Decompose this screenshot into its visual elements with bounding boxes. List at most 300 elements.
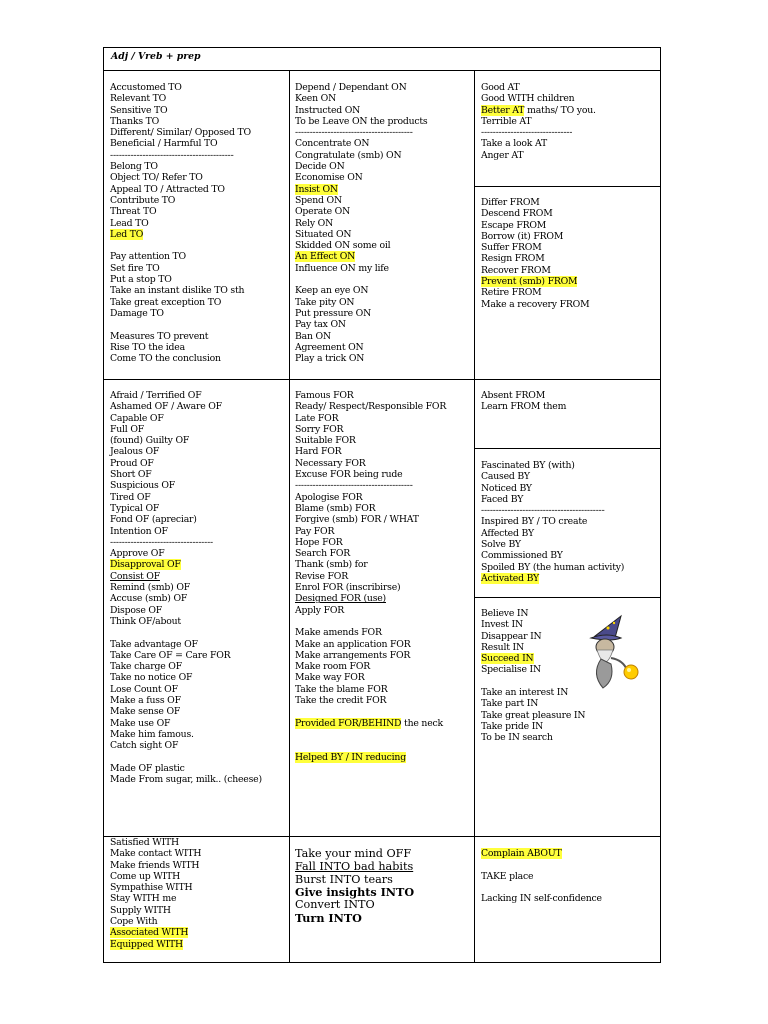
- list-item: [295, 424, 446, 435]
- entry-text: Fall INTO bad habits: [295, 859, 414, 873]
- entry-text: Contribute TO: [110, 194, 176, 206]
- entry-text: Operate ON: [295, 206, 351, 218]
- list-item: [110, 469, 262, 480]
- list-item: [295, 514, 446, 525]
- entry-text: Search FOR: [295, 548, 351, 560]
- list-item: [481, 150, 596, 161]
- entry-text: Proud OF: [110, 457, 154, 469]
- entry-text: Afraid / Terrified OF: [110, 390, 202, 401]
- entry-text: Better AT: [481, 104, 525, 116]
- entry-text: Ready/ Respect/Responsible FOR: [295, 401, 447, 413]
- list-item: [481, 127, 596, 138]
- entry-text: Anger AT: [481, 149, 524, 161]
- entry-text: Led TO: [110, 228, 144, 240]
- entry-text: Sorry FOR: [295, 423, 344, 435]
- list-item: [481, 721, 585, 732]
- list-item: [295, 593, 446, 604]
- entry-text: To be IN search: [481, 732, 553, 744]
- entry-text: ----------------------------------------: [295, 480, 413, 492]
- list-item: [295, 752, 446, 763]
- list-item: [481, 676, 585, 687]
- list-item: [295, 195, 428, 206]
- entry-text: Resign FROM: [481, 253, 545, 265]
- cell-about: [481, 848, 602, 904]
- list-item: [481, 664, 585, 675]
- entry-text: Capable OF: [110, 412, 164, 424]
- entry-text: Made OF plastic: [110, 762, 185, 774]
- list-item: [481, 698, 585, 709]
- list-item: [295, 729, 446, 740]
- entry-text: Concentrate ON: [295, 138, 370, 150]
- entry-text: Affected BY: [481, 527, 534, 539]
- entry-text: Make a fuss OF: [110, 695, 181, 707]
- list-item: [110, 650, 262, 661]
- entry-text: Thank (smb) for: [295, 559, 368, 571]
- list-item: [110, 893, 201, 904]
- entry-text: Full OF: [110, 423, 145, 435]
- entry-text: Associated WITH: [110, 927, 189, 939]
- list-item: [295, 684, 446, 695]
- list-item: [295, 446, 446, 457]
- entry-text: Make contact WITH: [110, 848, 202, 860]
- list-item: [295, 537, 446, 548]
- entry-text: Threat TO: [110, 206, 157, 218]
- entry-text: Stay WITH me: [110, 893, 177, 905]
- entry-text: Ashamed OF / Aware OF: [110, 401, 222, 413]
- list-item: [110, 229, 251, 240]
- col-divider-1: [289, 70, 290, 963]
- list-item: [110, 161, 251, 172]
- list-item: [481, 460, 624, 471]
- entry-text: Learn FROM them: [481, 401, 567, 413]
- entry-text: Instructed ON: [295, 104, 361, 116]
- list-item: [295, 218, 428, 229]
- list-item: [110, 774, 262, 785]
- list-item: [481, 562, 624, 573]
- list-item: [481, 516, 624, 527]
- entry-text: Make a recovery FROM: [481, 298, 590, 310]
- col-divider-2: [474, 70, 475, 963]
- list-item: [295, 413, 446, 424]
- list-item: [295, 401, 446, 412]
- list-item: [110, 684, 262, 695]
- entry-text: Take no notice OF: [110, 672, 193, 684]
- entry-text: Late FOR: [295, 412, 339, 424]
- list-item: [110, 905, 201, 916]
- list-item: [110, 871, 201, 882]
- entry-text: Belong TO: [110, 161, 158, 173]
- list-item: [110, 319, 251, 330]
- entry-text: Take Care OF = Care FOR: [110, 649, 231, 661]
- list-item: [481, 105, 596, 116]
- list-item: [110, 116, 251, 127]
- entry-text: Lead TO: [110, 217, 149, 229]
- entry-text: Skidded ON some oil: [295, 240, 391, 252]
- entry-text: -------------------------------: [481, 127, 573, 139]
- entry-text: Made From sugar, milk.. (cheese): [110, 774, 262, 786]
- list-item: [481, 208, 589, 219]
- entry-text: Accustomed TO: [110, 82, 182, 93]
- entry-text: Activated BY: [481, 572, 539, 584]
- list-item: [481, 390, 566, 401]
- list-item: [110, 718, 262, 729]
- entry-text: Insist ON: [295, 183, 338, 195]
- list-item: [110, 639, 262, 650]
- row-divider-header: [103, 70, 661, 71]
- entry-text: Give insights INTO: [295, 885, 415, 900]
- cell-from: [481, 197, 589, 310]
- list-item: [481, 494, 624, 505]
- list-item: [110, 353, 251, 364]
- entry-text: Differ FROM: [481, 197, 540, 208]
- entry-text: Apologise FOR: [295, 491, 363, 503]
- cell-into: [295, 848, 414, 925]
- entry-text: Put pressure ON: [295, 307, 372, 319]
- list-item: [481, 253, 589, 264]
- list-item: [110, 939, 201, 950]
- entry-text: Blame (smb) FOR: [295, 502, 376, 514]
- list-item: [110, 342, 251, 353]
- list-item: [481, 138, 596, 149]
- entry-text: Spend ON: [295, 194, 342, 206]
- entry-text: Descend FROM: [481, 208, 553, 220]
- entry-text: An Effect ON: [295, 251, 356, 263]
- entry-text: Complain ABOUT: [481, 848, 562, 859]
- cell-from-2: [481, 390, 566, 413]
- entry-text: Jealous OF: [110, 446, 160, 458]
- list-item: [295, 616, 446, 627]
- entry-text: Retire FROM: [481, 287, 542, 299]
- list-item: [481, 287, 589, 298]
- entry-text: Prevent (smb) FROM: [481, 276, 578, 288]
- entry-text: Think OF/about: [110, 615, 181, 627]
- entry-text: Result IN: [481, 641, 524, 653]
- list-item: [110, 740, 262, 751]
- cell-to: [110, 82, 251, 364]
- entry-text: ------------------------------------------: [110, 149, 234, 161]
- entry-text: Revise FOR: [295, 570, 349, 582]
- list-item: [295, 526, 446, 537]
- entry-text: Apply FOR: [295, 604, 345, 616]
- list-item: [481, 231, 589, 242]
- entry-text: Decide ON: [295, 161, 345, 173]
- entry-text: Excuse FOR being rude: [295, 469, 403, 481]
- list-item: [110, 413, 262, 424]
- list-item: [110, 627, 262, 638]
- entry-text: Terrible AT: [481, 115, 532, 127]
- table-header: Adj / Vreb + prep: [111, 51, 201, 62]
- entry-text: (found) Guilty OF: [110, 435, 190, 447]
- list-item: [295, 308, 428, 319]
- list-item: [481, 483, 624, 494]
- list-item: [110, 514, 262, 525]
- list-item: [295, 605, 446, 616]
- entry-text: Agreement ON: [295, 341, 364, 353]
- entry-text: Satisfied WITH: [110, 837, 179, 848]
- entry-text: Pay attention TO: [110, 251, 186, 263]
- list-item: [110, 605, 262, 616]
- entry-text: Helped BY / IN reducing: [295, 751, 406, 763]
- entry-text: Fond OF (apreciar): [110, 514, 197, 526]
- entry-text: Tired OF: [110, 491, 151, 503]
- list-item: [295, 297, 428, 308]
- list-item: [481, 882, 602, 893]
- list-item: [110, 537, 262, 548]
- list-item: [110, 251, 251, 262]
- list-item: [295, 331, 428, 342]
- list-item: [110, 695, 262, 706]
- entry-text: Disapproval OF: [110, 559, 181, 571]
- entry-text: Take the blame FOR: [295, 683, 388, 695]
- list-item: [295, 582, 446, 593]
- entry-text: Make an application FOR: [295, 638, 411, 650]
- list-item: [295, 548, 446, 559]
- list-item: [110, 263, 251, 274]
- entry-text: Believe IN: [481, 608, 529, 619]
- entry-text: Beneficial / Harmful TO: [110, 138, 218, 150]
- entry-text: Make sense OF: [110, 706, 181, 718]
- list-item: [481, 859, 602, 870]
- entry-text: Absent FROM: [481, 390, 546, 401]
- row-divider-c6a: [474, 448, 661, 449]
- list-item: [295, 150, 428, 161]
- list-item: [295, 390, 446, 401]
- entry-text: Influence ON my life: [295, 262, 389, 274]
- entry-text: Lose Count OF: [110, 683, 178, 695]
- list-item: [110, 526, 262, 537]
- entry-text: Come up WITH: [110, 870, 181, 882]
- list-item: [110, 848, 201, 859]
- list-item: [295, 116, 428, 127]
- list-item: [110, 82, 251, 93]
- entry-text: Faced BY: [481, 493, 524, 505]
- list-item: [295, 661, 446, 672]
- list-item: [481, 550, 624, 561]
- entry-text: Take the credit FOR: [295, 695, 387, 707]
- list-item: [110, 195, 251, 206]
- entry-text: Hope FOR: [295, 536, 343, 548]
- list-item: [295, 571, 446, 582]
- list-item: [110, 390, 262, 401]
- list-item: [481, 265, 589, 276]
- list-item: [110, 503, 262, 514]
- entry-text: Invest IN: [481, 619, 523, 631]
- list-item: [110, 571, 262, 582]
- list-item: [295, 650, 446, 661]
- entry-text: TAKE place: [481, 870, 534, 882]
- list-item: [481, 401, 566, 412]
- cell-at: [481, 82, 596, 161]
- list-item: [110, 172, 251, 183]
- entry-text: -----------------------------------: [110, 536, 213, 548]
- entry-text: ----------------------------------------: [295, 127, 413, 139]
- entry-text: Good AT: [481, 82, 520, 93]
- entry-text: Keen ON: [295, 93, 336, 105]
- list-item: [110, 424, 262, 435]
- entry-text: Congratulate (smb) ON: [295, 149, 402, 161]
- list-item: [110, 582, 262, 593]
- list-item: [110, 593, 262, 604]
- list-item: [110, 218, 251, 229]
- entry-text: Take an instant dislike TO sth: [110, 285, 245, 297]
- entry-text: Measures TO prevent: [110, 330, 209, 342]
- list-item: [295, 627, 446, 638]
- list-item: [481, 893, 602, 904]
- entry-text: Make friends WITH: [110, 859, 200, 871]
- list-item: [110, 274, 251, 285]
- entry-text: Succeed IN: [481, 653, 534, 665]
- entry-text: Sensitive TO: [110, 104, 168, 116]
- list-item: [110, 458, 262, 469]
- entry-text: Suitable FOR: [295, 435, 356, 447]
- list-item: [295, 82, 428, 93]
- list-item: [110, 480, 262, 491]
- entry-text: Commissioned BY: [481, 550, 563, 562]
- list-item: [481, 528, 624, 539]
- entry-text: Catch sight OF: [110, 740, 179, 752]
- entry-text: Take a look AT: [481, 138, 547, 150]
- list-item: [295, 184, 428, 195]
- entry-text: Make him famous.: [110, 728, 194, 740]
- entry-text: Take your mind OFF: [295, 847, 412, 860]
- entry-text: Set fire TO: [110, 262, 160, 274]
- entry-text: To be Leave ON the products: [295, 115, 428, 127]
- entry-suffix: the neck: [401, 717, 443, 729]
- entry-text: Caused BY: [481, 471, 530, 483]
- entry-text: Typical OF: [110, 502, 160, 514]
- list-item: [481, 573, 624, 584]
- entry-text: Short OF: [110, 469, 152, 481]
- list-item: [481, 299, 589, 310]
- entry-text: Make use OF: [110, 717, 171, 729]
- list-item: [110, 559, 262, 570]
- entry-text: Remind (smb) OF: [110, 582, 191, 594]
- entry-text: Necessary FOR: [295, 457, 366, 469]
- entry-text: Take advantage OF: [110, 638, 198, 650]
- list-item: [295, 93, 428, 104]
- list-item: [295, 105, 428, 116]
- list-item: [295, 740, 446, 751]
- entry-text: Take pity ON: [295, 296, 355, 308]
- entry-text: Rely ON: [295, 217, 334, 229]
- entry-text: Sympathise WITH: [110, 882, 193, 894]
- cell-by: [481, 460, 624, 584]
- entry-text: Approve OF: [110, 548, 165, 560]
- entry-text: Take an interest IN: [481, 687, 569, 699]
- entry-text: Economise ON: [295, 172, 363, 184]
- entry-text: Hard FOR: [295, 446, 342, 458]
- entry-text: Supply WITH: [110, 904, 171, 916]
- list-item: [110, 672, 262, 683]
- list-item: [481, 505, 624, 516]
- list-item: [295, 342, 428, 353]
- list-item: [295, 206, 428, 217]
- entry-text: Famous FOR: [295, 390, 354, 401]
- entry-text: Recover FROM: [481, 264, 551, 276]
- list-item: [110, 837, 201, 848]
- list-item: [110, 860, 201, 871]
- list-item: [110, 285, 251, 296]
- entry-text: Cope With: [110, 916, 158, 928]
- list-item: [295, 458, 446, 469]
- list-item: [481, 93, 596, 104]
- entry-text: Play a trick ON: [295, 353, 365, 365]
- entry-text: Depend / Dependant ON: [295, 82, 407, 93]
- list-item: [295, 251, 428, 262]
- list-item: [110, 661, 262, 672]
- entry-text: Spoiled BY (the human activity): [481, 561, 625, 573]
- entry-text: Suspicious OF: [110, 480, 176, 492]
- entry-text: Thanks TO: [110, 115, 160, 127]
- list-item: [481, 710, 585, 721]
- cell-for: [295, 390, 446, 763]
- list-item: [481, 471, 624, 482]
- list-item: [110, 706, 262, 717]
- list-item: [110, 105, 251, 116]
- entry-text: Dispose OF: [110, 604, 163, 616]
- entry-text: Ban ON: [295, 330, 331, 342]
- list-item: [295, 229, 428, 240]
- list-item: [110, 150, 251, 161]
- list-item: [110, 93, 251, 104]
- list-item: [295, 353, 428, 364]
- list-item: [110, 331, 251, 342]
- list-item: [481, 220, 589, 231]
- list-item: [110, 616, 262, 627]
- entry-text: Equipped WITH: [110, 938, 183, 950]
- cell-on: [295, 82, 428, 364]
- entry-text: Relevant TO: [110, 93, 167, 105]
- list-item: [295, 492, 446, 503]
- entry-text: Pay FOR: [295, 525, 335, 537]
- list-item: [481, 116, 596, 127]
- entry-text: Good WITH children: [481, 93, 575, 105]
- wizard-clipart-icon: [581, 614, 643, 692]
- list-item: [481, 276, 589, 287]
- entry-text: Borrow (it) FROM: [481, 230, 564, 242]
- list-item: [110, 401, 262, 412]
- entry-text: Designed FOR (use): [295, 593, 386, 605]
- list-item: [110, 446, 262, 457]
- entry-text: Different/ Similar/ Opposed TO: [110, 127, 251, 139]
- entry-text: Fascinated BY (with): [481, 460, 575, 471]
- list-item: [481, 642, 585, 653]
- list-item: [295, 161, 428, 172]
- list-item: [481, 539, 624, 550]
- list-item: [110, 184, 251, 195]
- entry-text: Specialise IN: [481, 664, 541, 676]
- list-item: [110, 729, 262, 740]
- list-item: [481, 848, 602, 859]
- entry-text: Consist OF: [110, 570, 160, 582]
- list-item: [110, 916, 201, 927]
- entry-text: ------------------------------------------: [481, 505, 605, 517]
- entry-text: Make arrangements FOR: [295, 649, 411, 661]
- entry-text: Damage TO: [110, 307, 164, 319]
- entry-text: Put a stop TO: [110, 274, 172, 286]
- entry-text: Take pride IN: [481, 720, 544, 732]
- list-item: [295, 127, 428, 138]
- list-item: [295, 172, 428, 183]
- row-divider-c3: [474, 186, 661, 187]
- list-item: [295, 274, 428, 285]
- list-item: [481, 242, 589, 253]
- list-item: [110, 127, 251, 138]
- list-item: [295, 695, 446, 706]
- entry-text: Take charge OF: [110, 661, 182, 673]
- list-item: [110, 297, 251, 308]
- entry-text: Make way FOR: [295, 672, 365, 684]
